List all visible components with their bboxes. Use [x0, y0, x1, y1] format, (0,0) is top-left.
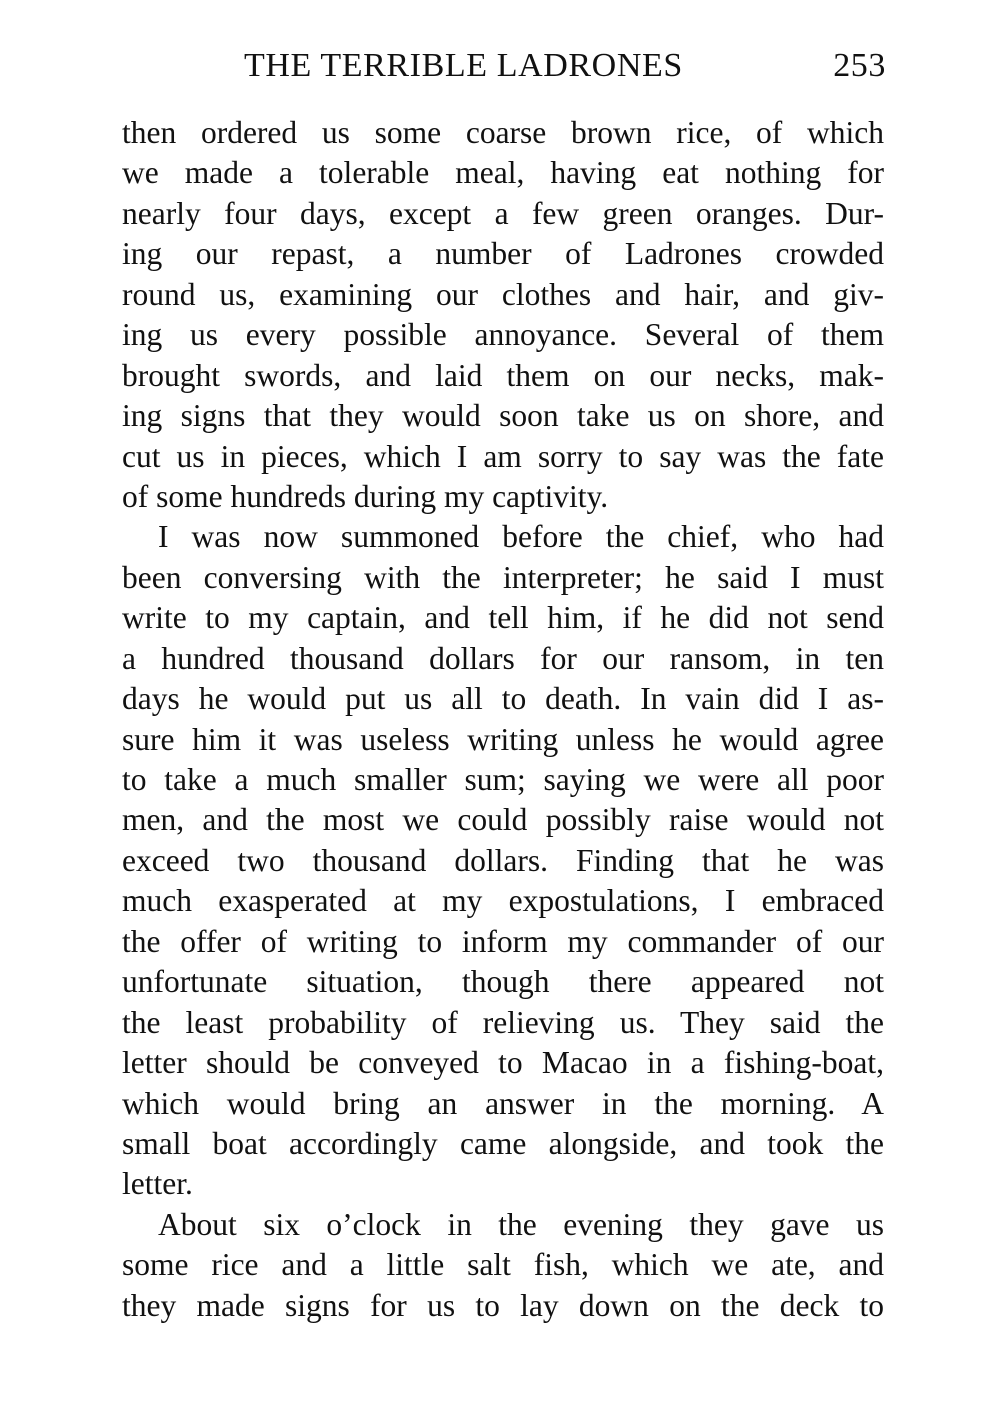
- text-line: to take a much smaller sum; saying we were all poor: [122, 762, 884, 797]
- text-line: the offer of writing to inform my commander of our: [122, 923, 884, 959]
- body-text: [122, 113, 884, 1326]
- text-line: ing our repast, a number of Ladrones crowded: [122, 236, 884, 272]
- text-line: ing signs that they would soon take us on shore, and: [122, 398, 884, 434]
- text-line: ing us every possible annoyance. Several of them: [122, 317, 884, 353]
- text-line: much exasperated at my expostulations, I embraced: [122, 883, 884, 919]
- text-line: round us, examining our clothes and hair, and giv-: [122, 276, 884, 312]
- text-line: the least probability of relieving us. They said the: [122, 1004, 884, 1040]
- text-line: nearly four days, except a few green oranges. Dur-: [122, 195, 884, 231]
- text-line: unfortunate situation, though there appeared not: [122, 964, 884, 1000]
- text-line: letter.: [122, 1166, 193, 1202]
- text-line: been conversing with the interpreter; he said I must: [122, 559, 884, 595]
- paragraph: [122, 517, 884, 1204]
- text-line: I was now summoned before the chief, who had: [158, 519, 884, 555]
- text-line: then ordered us some coarse brown rice, of which: [122, 115, 884, 150]
- text-line: cut us in pieces, which I am sorry to say was the fate: [122, 438, 884, 474]
- text-line: sure him it was useless writing unless he would agree: [122, 721, 884, 757]
- text-line: a hundred thousand dollars for our ransom, in ten: [122, 640, 884, 676]
- text-line: brought swords, and laid them on our necks, mak-: [122, 357, 884, 393]
- text-line: some rice and a little salt fish, which we ate, and: [122, 1247, 884, 1283]
- text-line: letter should be conveyed to Macao in a fishing-boat,: [122, 1045, 884, 1081]
- page-number: 253: [833, 47, 886, 84]
- text-line: small boat accordingly came alongside, and took the: [122, 1125, 884, 1161]
- text-line: men, and the most we could possibly raise would not: [122, 802, 884, 838]
- text-line: they made signs for us to lay down on the deck to: [122, 1287, 884, 1323]
- text-line: write to my captain, and tell him, if he did not send: [122, 600, 884, 636]
- paragraph: [122, 113, 884, 517]
- text-line: exceed two thousand dollars. Finding that he was: [122, 842, 884, 878]
- paragraph: [122, 1205, 884, 1326]
- running-title: THE TERRIBLE LADRONES: [244, 47, 683, 84]
- running-head: [244, 44, 886, 88]
- text-line: which would bring an answer in the morning. A: [122, 1085, 884, 1121]
- text-line: days he would put us all to death. In vain did I as-: [122, 681, 884, 717]
- text-line: we made a tolerable meal, having eat nothing for: [122, 155, 884, 191]
- text-line: About six o’clock in the evening they gave us: [158, 1206, 884, 1242]
- text-line: of some hundreds during my captivity.: [122, 478, 609, 514]
